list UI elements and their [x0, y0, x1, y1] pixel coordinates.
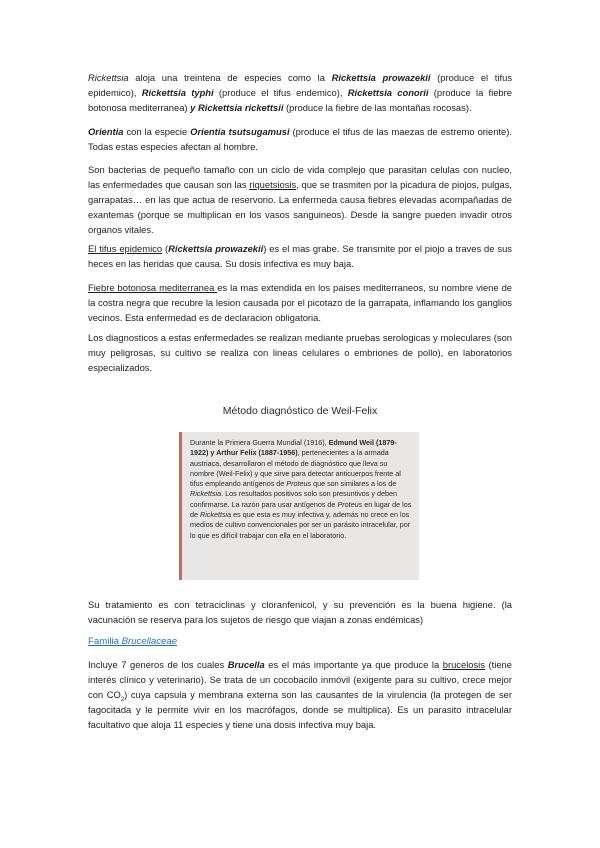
section-heading-brucellaceae[interactable] [88, 634, 177, 649]
paragraph-fiebre-botonosa [88, 280, 512, 325]
text: ) cuya capsula y membrana externa son las causantes de la virulencia (la protegen de ser fagocitada y le permite vivir en los macrófagos, donde se multiplica). Es un parasito intracelular facultativo que aloja 11 especies y tiene una dosis infectiva muy baja. [88, 689, 512, 730]
species-name: Rickettsia prowazekii [168, 243, 264, 254]
text: Su tratamiento es con tetraciclinas y cloranfenicol, y su prevención es la buena higiene. (la vacunación se reserva para los sujetos de riesgo que viajan a zonas endémicas) [88, 599, 512, 625]
subscript: 2 [120, 696, 125, 703]
text: (produce la fiebre de las montañas rocosas). [283, 102, 472, 113]
text: . Los resultados positivos solo son presuntivos y deben confirmarse. La razón para usar antígenos de [190, 489, 397, 509]
paragraph-rickettsia-species [88, 70, 512, 115]
underlined-term: riquetsiosis [249, 179, 297, 190]
text: ( [162, 243, 169, 254]
text: (produce el tifus de las maezas de estremo oriente). Todas estas especies afectan al hombre. [88, 126, 512, 152]
figure-title: Método diagnóstico de Weil-Felix [222, 405, 378, 417]
paragraph-description [88, 162, 512, 237]
genus-name: Proteus [337, 499, 363, 509]
paragraph-tifus-epidemico [88, 241, 512, 271]
underlined-term: Fiebre botonosa mediterranea [88, 282, 218, 293]
text: ) es el mas grabe. Se transmite por el piojo a traves de sus heces en las heridas que causa. Su dosis infectiva es muy baja. [88, 243, 512, 269]
text: , pertenecientes a la armada austriaca, desarrollaron el método de diagnóstico que lleva su nombre (Weil-Felix) y que sirve para detectar anticuerpos frente al tifus empleando antígenos de [190, 448, 401, 489]
paragraph-tratamiento [88, 597, 512, 627]
scientist-names: Edmund Weil (1879-1922) y Arthur Felix (1887-1956) [190, 438, 397, 458]
genus-name: Rickettsia [88, 72, 129, 83]
text: Son bacterias de pequeño tamaño con un ciclo de vida complejo que parasitan celulas con nucleo, las enfermedades que causan son las [88, 164, 512, 190]
text: que son similares a los de [311, 479, 397, 489]
genus-name: Rickettsia [190, 489, 222, 499]
genus-name: Brucella [227, 659, 265, 670]
underlined-term: brucelosis [442, 659, 485, 670]
text: es el más importante ya que produce la [264, 659, 443, 670]
text: Durante la Primera Guerra Mundial (1916), [190, 438, 329, 447]
species-name: y Rickettsia rickettsii [190, 102, 284, 113]
text: aloja una treintena de especies como la [128, 72, 332, 83]
paragraph-orientia [88, 124, 512, 154]
paragraph-brucella [88, 657, 512, 732]
text: es la mas extendida en los paises mediterraneos, su nombre viene de la costra negra que recubre la lesion causada por el picotazo de la garrapata, inflamando los ganglios vecinos. Esta enfermedad es de declaracion obligatoria. [88, 282, 512, 323]
text: (tiene interés clínico y veterinario). Se trata de un cocobacilo inmóvil (exigente para su cultivo, crece mejor con CO [88, 659, 512, 700]
paragraph-diagnosticos [88, 330, 512, 375]
genus-name: Proteus [286, 479, 312, 489]
text: (produce el tifus epidemico), [88, 72, 513, 98]
genus-name: Rickettsia [200, 510, 232, 520]
text: , que se trasmiten por la picadura de piojos, pulgas, garrapatas… en las que actua de reservorio. La enfermeda causa fiebres elevadas acompañadas de exantemas (porque se multiplican en los vasos sanguineos). Desde la sangre pueden invadir otros organos vitales. [88, 179, 512, 235]
section-heading-family: Brucellaceae [121, 636, 178, 647]
text: (produce la fiebre botonosa mediterranea) [88, 87, 512, 113]
species-name: Rickettsia prowazekii [331, 72, 431, 83]
text: Los diagnosticos a estas enfermedades se realizan mediante pruebas serologicas y moleculares (son muy peligrosas, su cultivo se realiza con lineas celulares o embriones de pollo), en laboratorios especializados. [88, 332, 512, 373]
text: (produce el tifus endemico), [213, 87, 348, 98]
section-heading-prefix: Familia [88, 636, 122, 647]
text: es que esta es muy infectiva y, además no crece en los medios de cultivo convencionales por ser un parásito intracelular, por lo que es difícil trabajar con ella en el laboratorio. [190, 510, 411, 540]
text: Incluye 7 generos de los cuales [88, 659, 228, 670]
genus-name: Orientia [88, 126, 124, 137]
species-name: Rickettsia typhi [141, 87, 214, 98]
text: en lugar de los de [190, 499, 412, 520]
species-name: Orientia tsutsugamusi [190, 126, 290, 137]
text: con la especie [123, 126, 191, 137]
underlined-term: El tifus epidemico [88, 243, 163, 254]
species-name: Rickettsia conorii [347, 87, 429, 98]
weil-felix-figure-box [179, 432, 419, 580]
